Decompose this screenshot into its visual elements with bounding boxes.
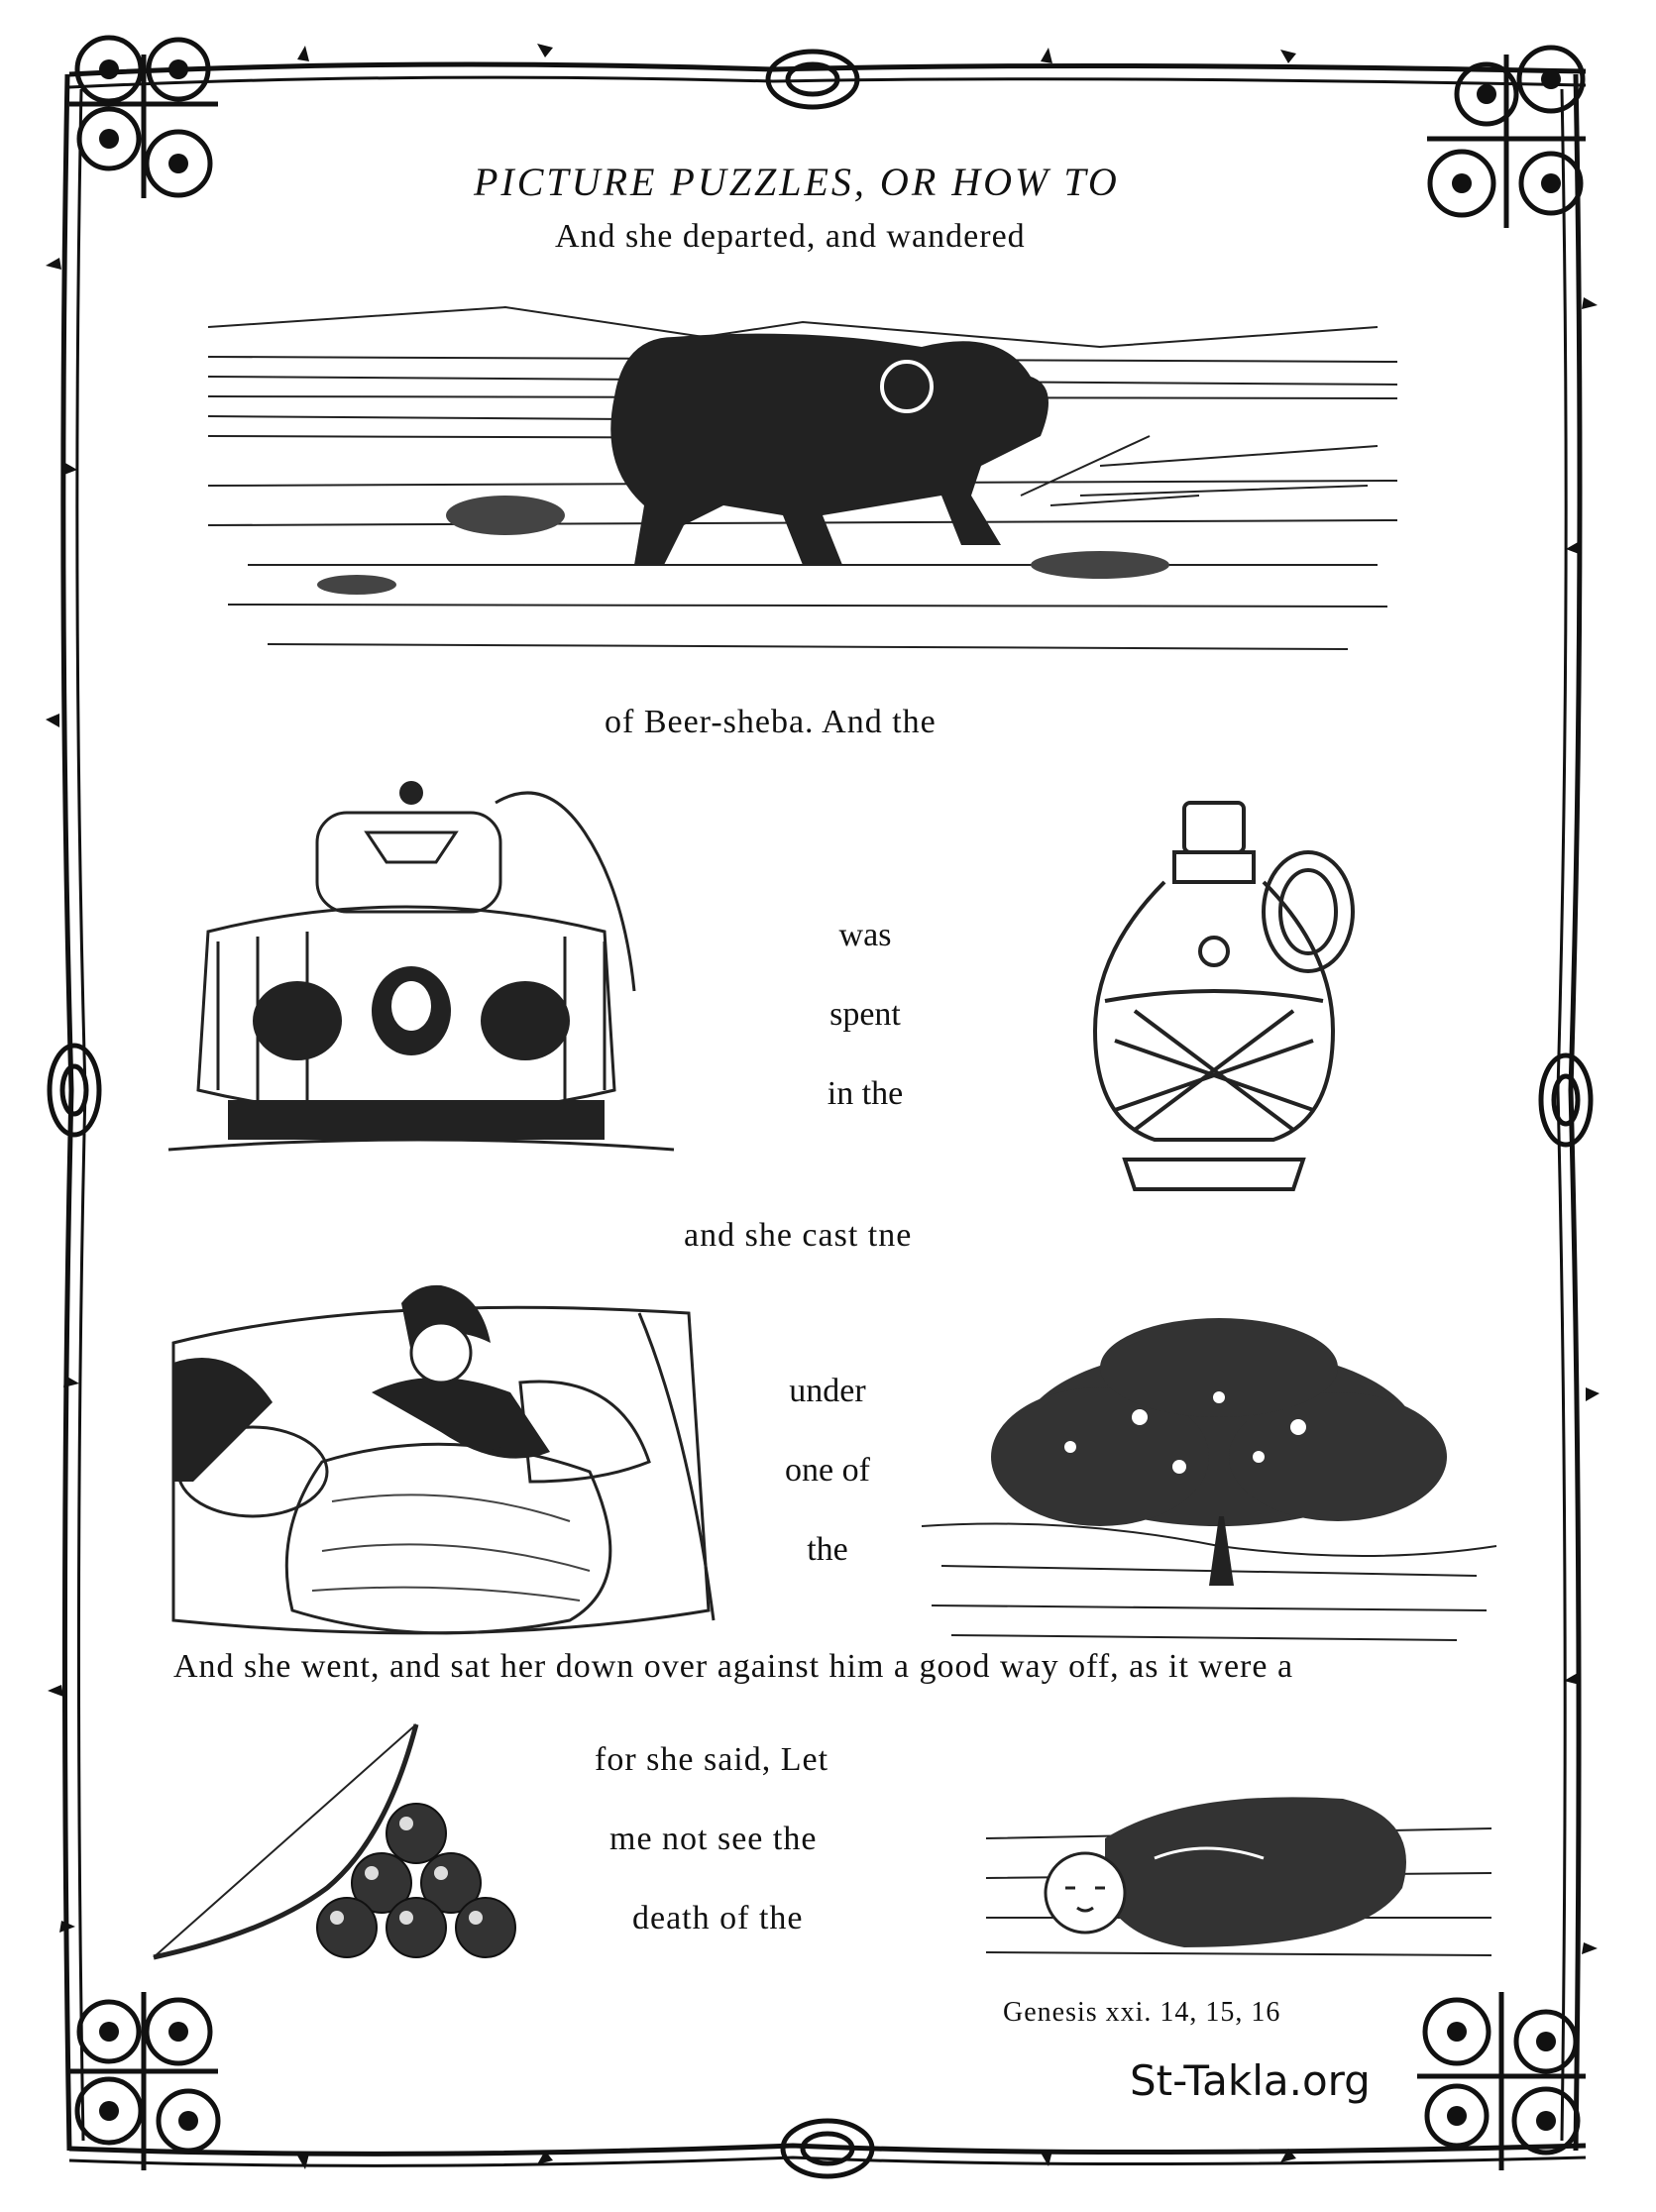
watermark: St-Takla.org xyxy=(1130,2056,1371,2105)
stack-b-word-2: one of xyxy=(785,1452,870,1489)
scripture-reference: Genesis xxi. 14, 15, 16 xyxy=(1003,1997,1281,2028)
ram-icon xyxy=(208,268,1417,694)
stack-a-word-2: spent xyxy=(829,996,901,1033)
text-line-2: of Beer-sheba. And the xyxy=(605,704,937,740)
stack-c-line-2: me not see the xyxy=(609,1821,818,1857)
text-line-1: And she departed, and wandered xyxy=(555,218,1026,255)
fountain-icon xyxy=(168,773,674,1179)
stack-b-word-1: under xyxy=(789,1373,866,1409)
page-title: PICTURE PUZZLES, OR HOW TO xyxy=(474,160,1120,204)
stack-a-word-1: was xyxy=(838,917,892,953)
stack-c-line-3: death of the xyxy=(632,1900,804,1936)
baby-icon xyxy=(986,1779,1491,1962)
text-line-4: And she went, and sat her down over against him a good way off, as it were a xyxy=(173,1648,1294,1685)
doll-icon xyxy=(173,1283,714,1650)
jug-icon xyxy=(1065,803,1363,1189)
stack-a-word-3: in the xyxy=(827,1075,904,1112)
cannonballs-icon xyxy=(307,1799,520,1957)
tree-icon xyxy=(922,1308,1496,1645)
stack-c-line-1: for she said, Let xyxy=(595,1741,829,1778)
stack-b-word-3: the xyxy=(807,1531,848,1568)
text-line-3: and she cast tne xyxy=(684,1217,913,1254)
